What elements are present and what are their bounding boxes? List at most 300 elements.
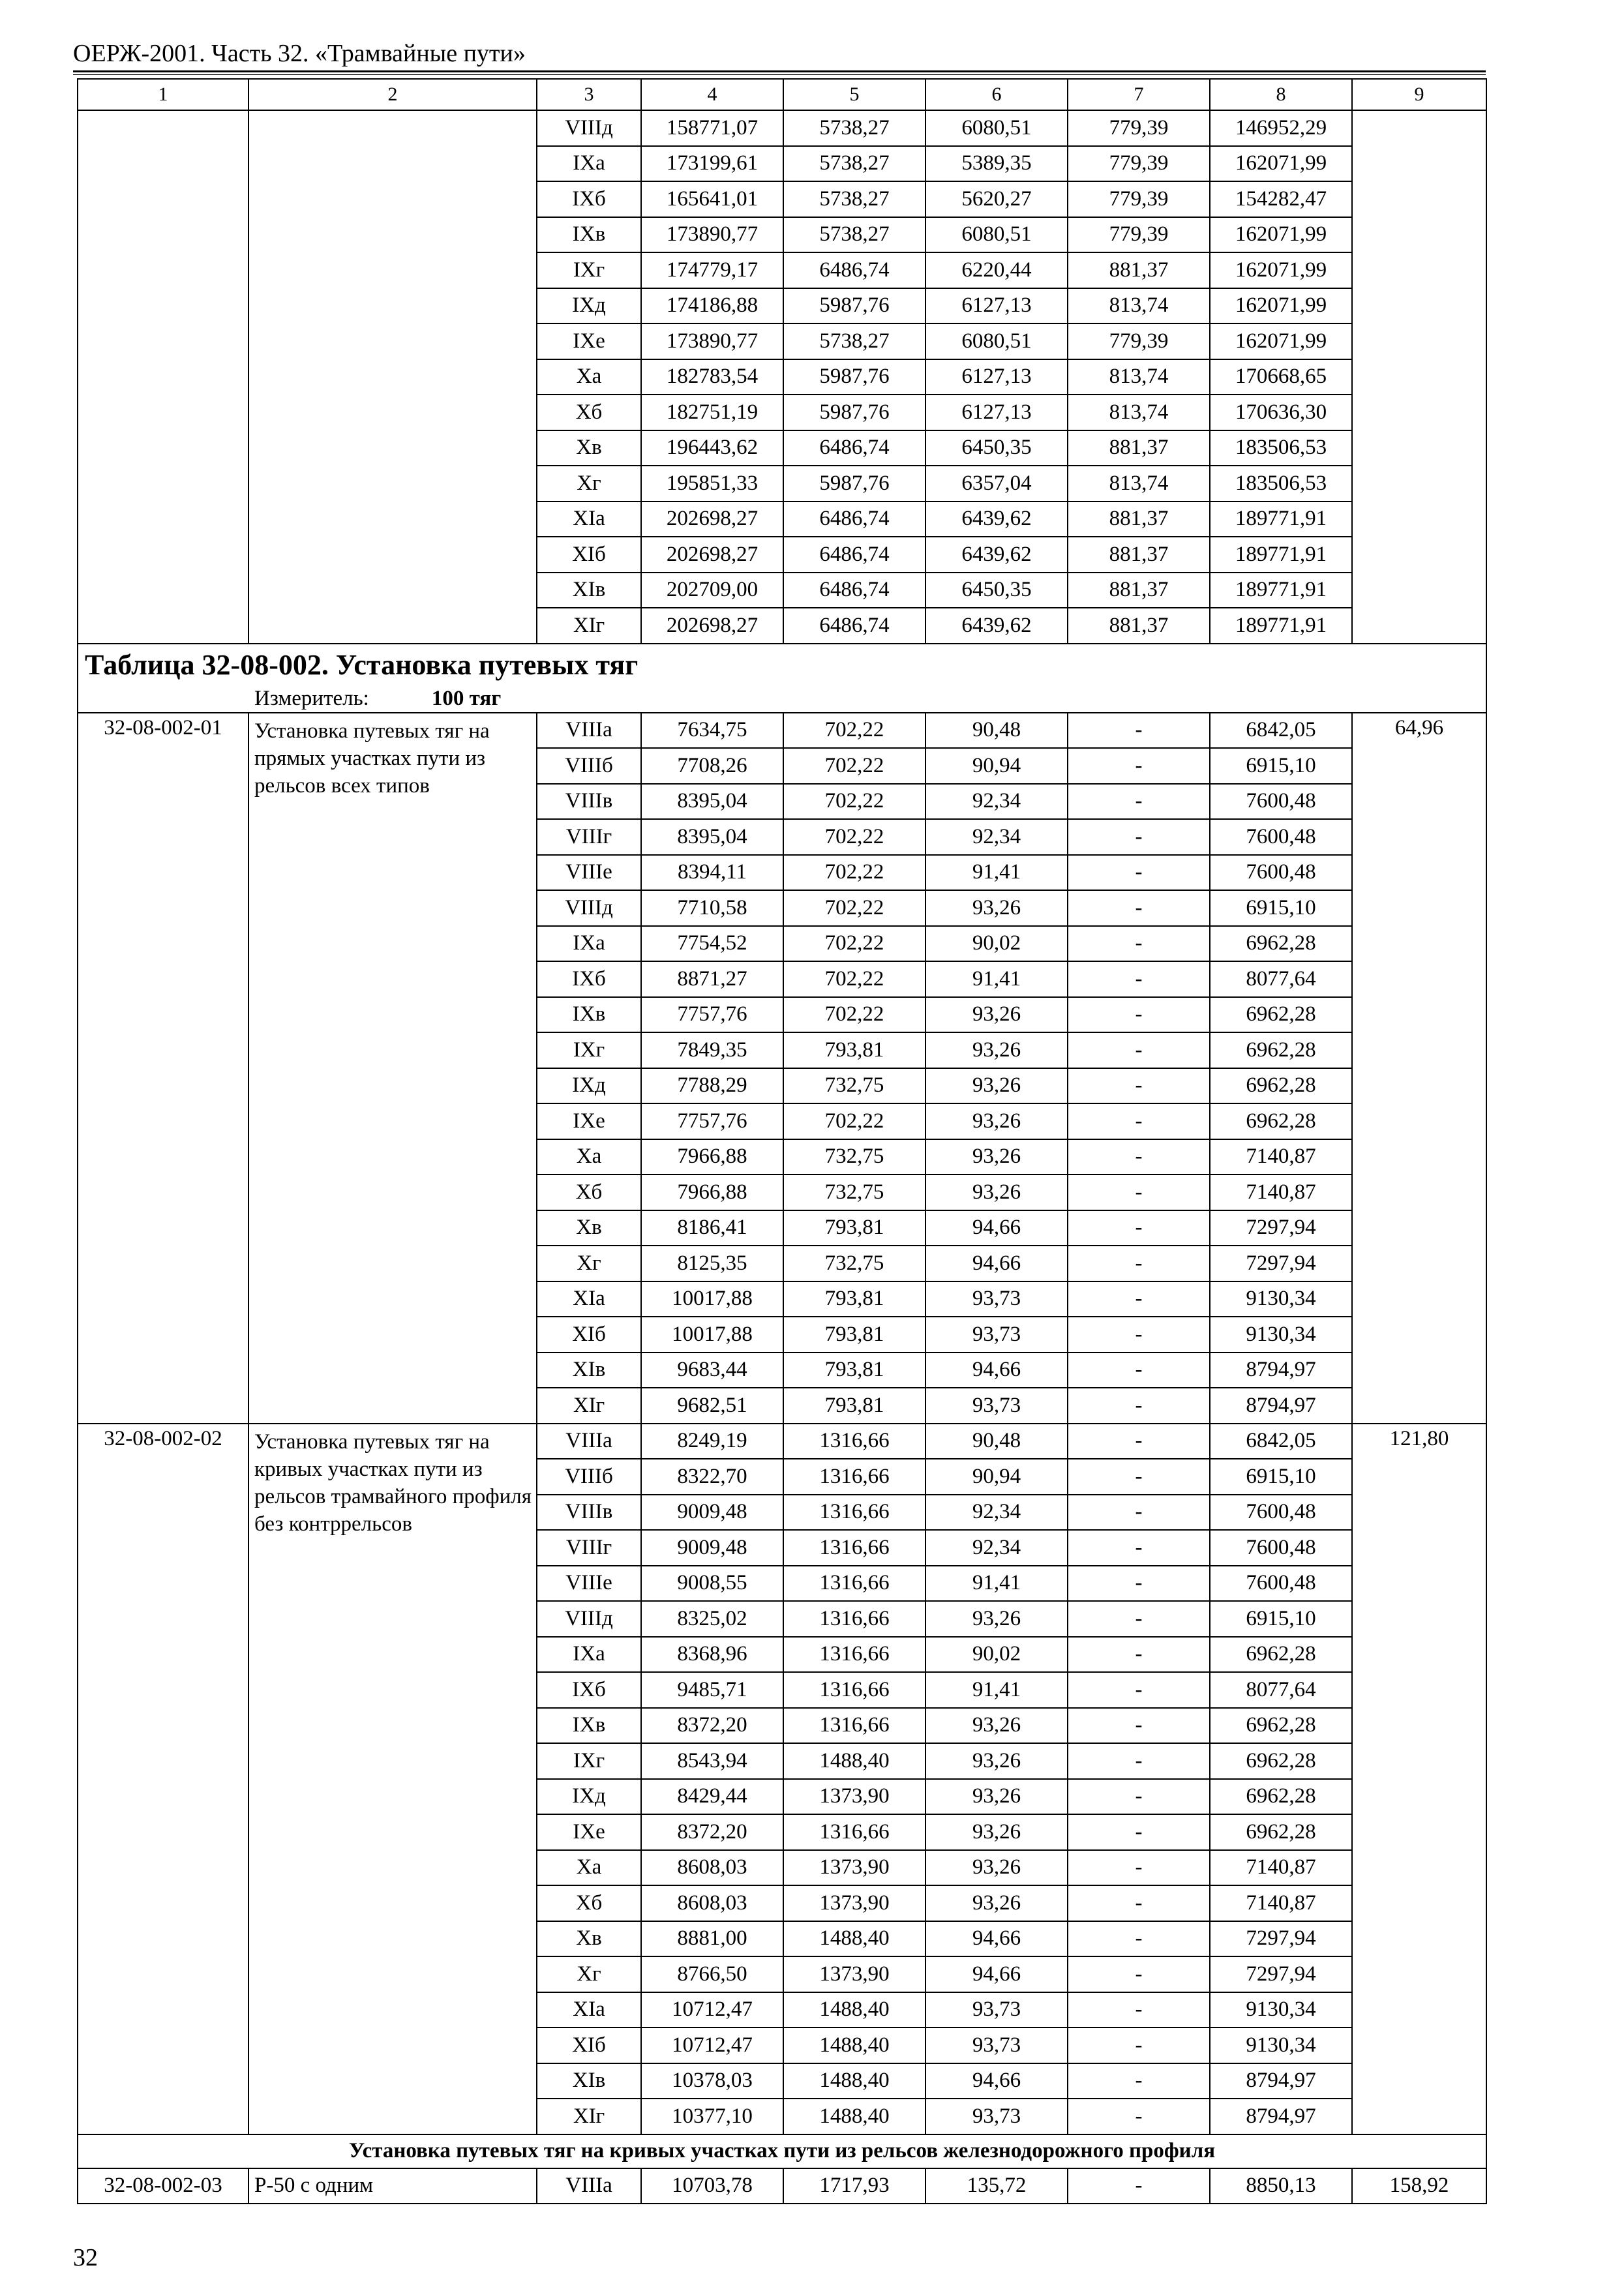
data-cell: 8794,97 (1210, 2099, 1352, 2134)
data-cell: 5738,27 (783, 323, 925, 359)
data-cell: 5738,27 (783, 110, 925, 146)
data-cell: 162071,99 (1210, 323, 1352, 359)
data-cell: 6915,10 (1210, 1459, 1352, 1495)
data-cell: 8881,00 (641, 1921, 783, 1957)
data-cell: 6962,28 (1210, 1103, 1352, 1139)
data-cell: 182751,19 (641, 395, 783, 430)
data-cell: 158771,07 (641, 110, 783, 146)
data-cell: - (1068, 784, 1210, 820)
data-cell: 174186,88 (641, 288, 783, 324)
data-cell: 173890,77 (641, 217, 783, 253)
data-cell: 8794,97 (1210, 1388, 1352, 1424)
data-cell: 6962,28 (1210, 1743, 1352, 1779)
data-cell: 6080,51 (925, 323, 1068, 359)
data-cell: - (1068, 1281, 1210, 1317)
data-cell: 5620,27 (925, 181, 1068, 217)
data-cell: 8794,97 (1210, 1353, 1352, 1388)
data-cell: VIIIб (537, 1459, 641, 1495)
data-cell: 8871,27 (641, 961, 783, 997)
data-cell: 1316,66 (783, 1814, 925, 1850)
data-cell: 1373,90 (783, 1956, 925, 1992)
data-cell: VIIIд (537, 110, 641, 146)
data-cell: 92,34 (925, 1495, 1068, 1531)
measure-row (78, 686, 1486, 713)
data-cell: 6486,74 (783, 430, 925, 466)
table-row (78, 1424, 1486, 1459)
data-cell: 6915,10 (1210, 748, 1352, 784)
data-cell: 813,74 (1068, 466, 1210, 501)
data-cell: IXб (537, 961, 641, 997)
data-cell: 7600,48 (1210, 1495, 1352, 1531)
data-cell: 8608,03 (641, 1850, 783, 1886)
data-cell: IXб (537, 181, 641, 217)
data-cell: Xг (537, 1246, 641, 1281)
data-cell: 93,73 (925, 1388, 1068, 1424)
column-number-cell: 2 (248, 79, 537, 110)
data-cell: VIIIг (537, 819, 641, 855)
data-cell: - (1068, 1885, 1210, 1921)
data-cell: 779,39 (1068, 181, 1210, 217)
data-cell: - (1068, 2168, 1210, 2204)
data-cell: 93,26 (925, 1032, 1068, 1068)
data-cell: 6127,13 (925, 288, 1068, 324)
data-cell: 202698,27 (641, 501, 783, 537)
data-cell: VIIIб (537, 748, 641, 784)
data-cell: 9682,51 (641, 1388, 783, 1424)
table-row (78, 713, 1486, 749)
header-rule (73, 70, 1486, 72)
data-cell: 8429,44 (641, 1779, 783, 1815)
data-cell: - (1068, 748, 1210, 784)
data-cell: 5389,35 (925, 146, 1068, 182)
data-cell: IXе (537, 1103, 641, 1139)
data-cell: 93,73 (925, 1992, 1068, 2028)
data-cell: 93,26 (925, 1850, 1068, 1886)
data-cell: VIIIд (537, 1601, 641, 1637)
data-cell: VIIIа (537, 713, 641, 749)
data-cell: 90,48 (925, 1424, 1068, 1459)
data-cell: 6080,51 (925, 217, 1068, 253)
data-cell: Xа (537, 359, 641, 395)
data-cell: - (1068, 890, 1210, 926)
subheader: Установка путевых тяг на кривых участках пути из рельсов железнодорожного профиля (78, 2134, 1486, 2168)
data-cell: 793,81 (783, 1281, 925, 1317)
data-cell: 8395,04 (641, 784, 783, 820)
data-cell: IXв (537, 997, 641, 1033)
data-cell: IXд (537, 288, 641, 324)
data-cell: 9485,71 (641, 1672, 783, 1708)
data-cell: 6962,28 (1210, 1637, 1352, 1673)
data-cell: 702,22 (783, 748, 925, 784)
data-cell: 10017,88 (641, 1317, 783, 1353)
data-cell: 93,26 (925, 1103, 1068, 1139)
data-cell: 6915,10 (1210, 1601, 1352, 1637)
data-cell: - (1068, 1246, 1210, 1281)
data-cell: Xв (537, 1210, 641, 1246)
data-cell: 8543,94 (641, 1743, 783, 1779)
table-title: Таблица 32-08-002. Установка путевых тяг (78, 644, 1486, 686)
column-number-cell: 9 (1352, 79, 1486, 110)
data-cell: VIIIв (537, 784, 641, 820)
desc-cell-empty (248, 110, 537, 644)
data-cell: IXе (537, 323, 641, 359)
data-cell: XIг (537, 2099, 641, 2134)
rate-code: 32-08-002-03 (78, 2168, 248, 2204)
data-cell: 793,81 (783, 1388, 925, 1424)
data-cell: XIа (537, 1281, 641, 1317)
measure-value: 100 тяг (431, 687, 502, 710)
data-cell: - (1068, 1743, 1210, 1779)
data-cell: 90,02 (925, 926, 1068, 962)
data-cell: 7788,29 (641, 1068, 783, 1104)
data-cell: 174779,17 (641, 252, 783, 288)
data-cell: 189771,91 (1210, 501, 1352, 537)
table-title-row (78, 644, 1486, 686)
data-cell: 9130,34 (1210, 1281, 1352, 1317)
data-cell: 9009,48 (641, 1530, 783, 1566)
data-cell: 1373,90 (783, 1779, 925, 1815)
data-cell: 7710,58 (641, 890, 783, 926)
data-cell: 170668,65 (1210, 359, 1352, 395)
data-cell: 881,37 (1068, 501, 1210, 537)
data-cell: 10712,47 (641, 2027, 783, 2063)
data-cell: 10377,10 (641, 2099, 783, 2134)
data-cell: - (1068, 926, 1210, 962)
col9-cell-empty (1352, 110, 1486, 644)
data-cell: 5987,76 (783, 466, 925, 501)
data-cell: 94,66 (925, 1353, 1068, 1388)
data-cell: 6486,74 (783, 501, 925, 537)
data-cell: 9130,34 (1210, 1992, 1352, 2028)
data-cell: 93,26 (925, 1743, 1068, 1779)
data-cell: 1316,66 (783, 1708, 925, 1744)
data-cell: 7708,26 (641, 748, 783, 784)
data-cell: 10703,78 (641, 2168, 783, 2204)
data-cell: 183506,53 (1210, 430, 1352, 466)
data-cell: 92,34 (925, 819, 1068, 855)
data-cell: 9130,34 (1210, 1317, 1352, 1353)
data-cell: 6486,74 (783, 608, 925, 644)
data-cell: 93,73 (925, 1317, 1068, 1353)
data-cell: IXв (537, 1708, 641, 1744)
data-cell: 6915,10 (1210, 890, 1352, 926)
data-cell: XIв (537, 1353, 641, 1388)
data-cell: 10017,88 (641, 1281, 783, 1317)
data-cell: 6357,04 (925, 466, 1068, 501)
data-cell: 702,22 (783, 784, 925, 820)
data-cell: 793,81 (783, 1353, 925, 1388)
data-cell: 6962,28 (1210, 1032, 1352, 1068)
data-cell: - (1068, 1103, 1210, 1139)
subheader-row (78, 2134, 1486, 2168)
data-cell: 9683,44 (641, 1353, 783, 1388)
data-cell: 90,02 (925, 1637, 1068, 1673)
data-cell: Xб (537, 1885, 641, 1921)
data-cell: 6486,74 (783, 252, 925, 288)
data-cell: 7966,88 (641, 1174, 783, 1210)
data-cell: - (1068, 1210, 1210, 1246)
column-number-cell: 5 (783, 79, 925, 110)
data-cell: - (1068, 2099, 1210, 2134)
data-cell: 93,26 (925, 890, 1068, 926)
data-cell: - (1068, 1032, 1210, 1068)
data-cell: 202709,00 (641, 573, 783, 608)
data-cell: VIIIе (537, 1566, 641, 1602)
data-cell: 6962,28 (1210, 1068, 1352, 1104)
data-cell: - (1068, 1174, 1210, 1210)
data-cell: 173199,61 (641, 146, 783, 182)
data-cell: 7849,35 (641, 1032, 783, 1068)
data-cell: XIб (537, 2027, 641, 2063)
data-cell: 162071,99 (1210, 288, 1352, 324)
data-cell: 1373,90 (783, 1850, 925, 1886)
data-cell: 7757,76 (641, 1103, 783, 1139)
data-cell: 1316,66 (783, 1601, 925, 1637)
data-cell: 8186,41 (641, 1210, 783, 1246)
data-cell: 182783,54 (641, 359, 783, 395)
data-cell: 91,41 (925, 855, 1068, 891)
data-cell: 702,22 (783, 926, 925, 962)
data-cell: 7140,87 (1210, 1174, 1352, 1210)
data-cell: - (1068, 713, 1210, 749)
data-cell: 202698,27 (641, 608, 783, 644)
data-cell: - (1068, 1530, 1210, 1566)
data-cell: - (1068, 855, 1210, 891)
col9-value: 158,92 (1352, 2168, 1486, 2204)
data-cell: 7634,75 (641, 713, 783, 749)
data-cell: XIг (537, 608, 641, 644)
data-cell: 1488,40 (783, 2063, 925, 2099)
measure-label: Измеритель: (254, 687, 369, 710)
data-cell: - (1068, 1459, 1210, 1495)
data-cell: 90,94 (925, 1459, 1068, 1495)
data-cell: 8394,11 (641, 855, 783, 891)
col9-value: 64,96 (1352, 713, 1486, 1424)
data-cell: 93,26 (925, 1601, 1068, 1637)
col9-value: 121,80 (1352, 1424, 1486, 2134)
data-cell: - (1068, 1814, 1210, 1850)
data-cell: XIб (537, 1317, 641, 1353)
data-cell: 732,75 (783, 1068, 925, 1104)
data-cell: IXг (537, 1032, 641, 1068)
data-cell: - (1068, 819, 1210, 855)
data-cell: 6127,13 (925, 395, 1068, 430)
data-cell: VIIIг (537, 1530, 641, 1566)
data-cell: 1316,66 (783, 1566, 925, 1602)
data-cell: IXа (537, 926, 641, 962)
data-cell: 91,41 (925, 1672, 1068, 1708)
data-cell: 7140,87 (1210, 1885, 1352, 1921)
data-cell: - (1068, 961, 1210, 997)
data-cell: VIIIд (537, 890, 641, 926)
data-cell: 1316,66 (783, 1530, 925, 1566)
data-cell: 7297,94 (1210, 1921, 1352, 1957)
data-cell: 7600,48 (1210, 1566, 1352, 1602)
data-cell: 8077,64 (1210, 1672, 1352, 1708)
data-cell: 1373,90 (783, 1885, 925, 1921)
data-cell: - (1068, 1566, 1210, 1602)
data-cell: XIа (537, 1992, 641, 2028)
data-cell: Xг (537, 466, 641, 501)
data-cell: 702,22 (783, 713, 925, 749)
data-cell: 94,66 (925, 1956, 1068, 1992)
data-cell: IXа (537, 146, 641, 182)
data-cell: 93,73 (925, 2027, 1068, 2063)
data-cell: 195851,33 (641, 466, 783, 501)
data-cell: IXд (537, 1068, 641, 1104)
header-rule-thin (73, 74, 1486, 75)
rate-code: 32-08-002-02 (78, 1424, 248, 2134)
data-cell: 183506,53 (1210, 466, 1352, 501)
data-cell: 5987,76 (783, 359, 925, 395)
data-cell: 6439,62 (925, 501, 1068, 537)
column-number-cell: 4 (641, 79, 783, 110)
data-cell: IXе (537, 1814, 641, 1850)
data-cell: XIв (537, 573, 641, 608)
data-cell: IXв (537, 217, 641, 253)
table-body (78, 79, 1486, 2204)
data-cell: VIIIа (537, 1424, 641, 1459)
data-cell: 881,37 (1068, 573, 1210, 608)
data-cell: 8077,64 (1210, 961, 1352, 997)
data-cell: 5987,76 (783, 395, 925, 430)
table-row (78, 2168, 1486, 2204)
rate-code: 32-08-002-01 (78, 713, 248, 1424)
column-number-cell: 8 (1210, 79, 1352, 110)
data-cell: 793,81 (783, 1032, 925, 1068)
data-cell: 8325,02 (641, 1601, 783, 1637)
data-cell: 8125,35 (641, 1246, 783, 1281)
data-cell: 793,81 (783, 1210, 925, 1246)
data-cell: - (1068, 1956, 1210, 1992)
data-cell: 173890,77 (641, 323, 783, 359)
data-cell: 6439,62 (925, 537, 1068, 573)
data-cell: 6842,05 (1210, 1424, 1352, 1459)
data-cell: 196443,62 (641, 430, 783, 466)
data-cell: VIIIв (537, 1495, 641, 1531)
data-cell: IXб (537, 1672, 641, 1708)
data-cell: 8850,13 (1210, 2168, 1352, 2204)
rates-table (77, 78, 1487, 2204)
data-cell: Xв (537, 430, 641, 466)
data-cell: 702,22 (783, 961, 925, 997)
data-cell: 93,26 (925, 1174, 1068, 1210)
data-cell: - (1068, 2063, 1210, 2099)
data-cell: 93,26 (925, 1068, 1068, 1104)
data-cell: 779,39 (1068, 217, 1210, 253)
data-cell: XIг (537, 1388, 641, 1424)
page-number: 32 (73, 2244, 98, 2271)
data-cell: 94,66 (925, 2063, 1068, 2099)
data-cell: 8395,04 (641, 819, 783, 855)
data-cell: VIIIа (537, 2168, 641, 2204)
data-cell: 93,26 (925, 997, 1068, 1033)
data-cell: 702,22 (783, 819, 925, 855)
data-cell: 9130,34 (1210, 2027, 1352, 2063)
data-cell: 7600,48 (1210, 784, 1352, 820)
data-cell: IXг (537, 252, 641, 288)
data-cell: 1488,40 (783, 1743, 925, 1779)
data-cell: 6486,74 (783, 573, 925, 608)
data-cell: 146952,29 (1210, 110, 1352, 146)
data-cell: 5987,76 (783, 288, 925, 324)
data-cell: 1488,40 (783, 2027, 925, 2063)
data-cell: 6450,35 (925, 573, 1068, 608)
data-cell: Xа (537, 1850, 641, 1886)
data-cell: 92,34 (925, 1530, 1068, 1566)
data-cell: VIIIе (537, 855, 641, 891)
data-cell: 7600,48 (1210, 819, 1352, 855)
data-cell: 170636,30 (1210, 395, 1352, 430)
data-cell: XIа (537, 501, 641, 537)
data-cell: 1316,66 (783, 1424, 925, 1459)
data-cell: - (1068, 1424, 1210, 1459)
data-cell: 7600,48 (1210, 1530, 1352, 1566)
column-number-cell: 3 (537, 79, 641, 110)
data-cell: 9009,48 (641, 1495, 783, 1531)
data-cell: 92,34 (925, 784, 1068, 820)
data-cell: 6486,74 (783, 537, 925, 573)
data-cell: 93,26 (925, 1814, 1068, 1850)
data-cell: 732,75 (783, 1139, 925, 1175)
data-cell: 7297,94 (1210, 1956, 1352, 1992)
table-row (78, 110, 1486, 146)
column-number-cell: 6 (925, 79, 1068, 110)
data-cell: - (1068, 1139, 1210, 1175)
data-cell: 7297,94 (1210, 1210, 1352, 1246)
data-cell: 154282,47 (1210, 181, 1352, 217)
data-cell: Xа (537, 1139, 641, 1175)
data-cell: 881,37 (1068, 608, 1210, 644)
data-cell: 8766,50 (641, 1956, 783, 1992)
data-cell: 779,39 (1068, 146, 1210, 182)
data-cell: 1488,40 (783, 2099, 925, 2134)
data-cell: 189771,91 (1210, 608, 1352, 644)
data-cell: - (1068, 1850, 1210, 1886)
data-cell: - (1068, 1317, 1210, 1353)
data-cell: 8608,03 (641, 1885, 783, 1921)
data-cell: 135,72 (925, 2168, 1068, 2204)
data-cell: - (1068, 1708, 1210, 1744)
data-cell: - (1068, 1601, 1210, 1637)
data-cell: 6220,44 (925, 252, 1068, 288)
data-cell: 6080,51 (925, 110, 1068, 146)
data-cell: 7600,48 (1210, 855, 1352, 891)
data-cell: 6450,35 (925, 430, 1068, 466)
data-cell: 7757,76 (641, 997, 783, 1033)
data-cell: 90,94 (925, 748, 1068, 784)
data-cell: 1316,66 (783, 1459, 925, 1495)
data-cell: - (1068, 1992, 1210, 2028)
data-cell: 6439,62 (925, 608, 1068, 644)
data-cell: 94,66 (925, 1921, 1068, 1957)
data-cell: 202698,27 (641, 537, 783, 573)
data-cell: 813,74 (1068, 288, 1210, 324)
data-cell: 5738,27 (783, 181, 925, 217)
data-cell: 162071,99 (1210, 146, 1352, 182)
data-cell: 702,22 (783, 1103, 925, 1139)
data-cell: 94,66 (925, 1210, 1068, 1246)
data-cell: 165641,01 (641, 181, 783, 217)
data-cell: 93,73 (925, 1281, 1068, 1317)
data-cell: 1488,40 (783, 1921, 925, 1957)
data-cell: XIб (537, 537, 641, 573)
rate-description: Р-50 с одним (248, 2168, 537, 2204)
data-cell: 6127,13 (925, 359, 1068, 395)
data-cell: - (1068, 1672, 1210, 1708)
data-cell: 8794,97 (1210, 2063, 1352, 2099)
data-cell: 1316,66 (783, 1637, 925, 1673)
